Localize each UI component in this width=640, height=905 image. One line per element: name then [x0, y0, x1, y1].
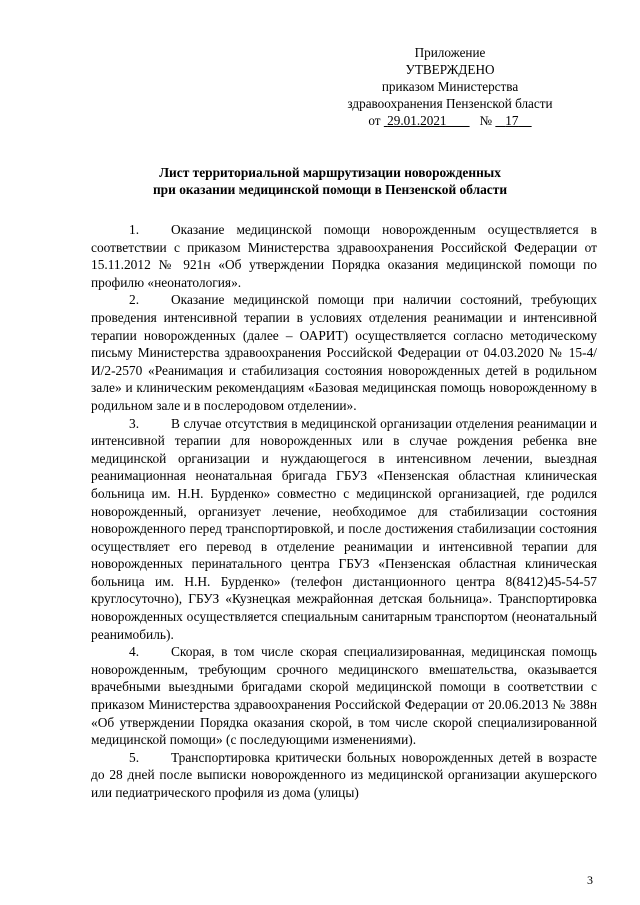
header-appendix: Приложение [414, 45, 486, 60]
paragraph-text: Оказание медицинской помощи при наличии состояний, требующих проведения интенсивной терапии в условиях отделения реанимации и интенсивной терапии новорожденных (далее – ОАРИТ) осуществляется согласно методическому письму Министерства здравоохранения Российской Федерации от 04.03.2020 № 15-4/И/2-2570 «Реанимация и стабилизация состояния новорожденных детей в родильном зале» и клиническим рекомендациям «Базовая медицинская помощь новорожденному в родильном зале и в послеродовом отделении». [91, 292, 597, 413]
number-prefix: № [479, 113, 493, 128]
paragraph-text: Оказание медицинской помощи новорожденным осуществляется в соответствии с приказом Министерства здравоохранения Российской Федерации от 15.11.2012 № 921н «Об утверждении Порядка оказания медицинской помощи по профилю «неонатология». [91, 222, 597, 290]
paragraph-number: 4. [129, 644, 140, 660]
approval-header [300, 44, 600, 129]
order-number: 17 [505, 113, 519, 128]
paragraph-text: Скорая, в том числе скорая специализированная, медицинская помощь новорожденным, требующим срочного медицинского вмешательства, оказывается врачебными выездными бригадами скорой медицинской помощи в соответствии с приказом Министерства здравоохранения Российской Федерации от 20.06.2013 № 388н «Об утверждении Порядка оказания скорой, в том числе скорой специализированной медицинской помощи» (с последующими изменениями). [91, 644, 597, 748]
title-line-2: при оказании медицинской помощи в Пензенской области [152, 182, 508, 197]
paragraph-number: 3. [129, 415, 140, 431]
paragraph-number: 2. [129, 292, 140, 308]
paragraph-text: В случае отсутствия в медицинской организации отделения реанимации и интенсивной терапии для новорожденных или в случае рождения ребенка вне медицинской организации и нуждающегося в интенсивном лечении, выездная реанимационная неонатальная бригада ГБУЗ «Пензенская областная клиническая больница им. Н.Н. Бурденко» совместно с медицинской организацией, где родился новорожденный, организует лечение, необходимое для стабилизации состояния новорожденного перед транспортировкой, и после достижения стабилизации состояния осуществляет его перевод в отделение реанимации и интенсивной терапии для новорожденных перинатального центра ГБУЗ «Пензенская областная клиническая больница им. Н.Н. Бурденко» (телефон дистанционного центра 8(8412)45-54-57 круглосуточно), ГБУЗ «Кузнецкая межрайонная детская больница». Транспортировка новорожденных осуществляется специальным санитарным транспортом (неонатальный реанимобиль). [91, 415, 597, 642]
header-approved: УТВЕРЖДЕНО [405, 62, 495, 77]
paragraph-2 [91, 291, 597, 414]
page-number: 3 [587, 873, 593, 887]
header-date-line [300, 112, 600, 129]
date-prefix: от [368, 113, 381, 128]
paragraph-4 [91, 643, 597, 749]
paragraph-5 [91, 749, 597, 802]
header-order-by: приказом Министерства [381, 79, 519, 94]
document-body [91, 221, 597, 802]
paragraph-number: 1. [129, 222, 140, 237]
title-line-1: Лист территориальной маршрутизации новорожденных [159, 165, 501, 180]
paragraph-3 [91, 415, 597, 644]
paragraph-text: Транспортировка критически больных новорожденных детей в возрасте до 28 дней после выписки новорожденного из медицинской организации акушерского или педиатрического профиля из дома (улицы) [91, 749, 597, 800]
document-title [70, 164, 590, 198]
order-date: 29.01.2021 [387, 113, 447, 128]
paragraph-1 [91, 221, 597, 291]
header-ministry: здравоохранения Пензенской бласти [347, 96, 553, 111]
paragraph-number: 5. [129, 749, 140, 765]
